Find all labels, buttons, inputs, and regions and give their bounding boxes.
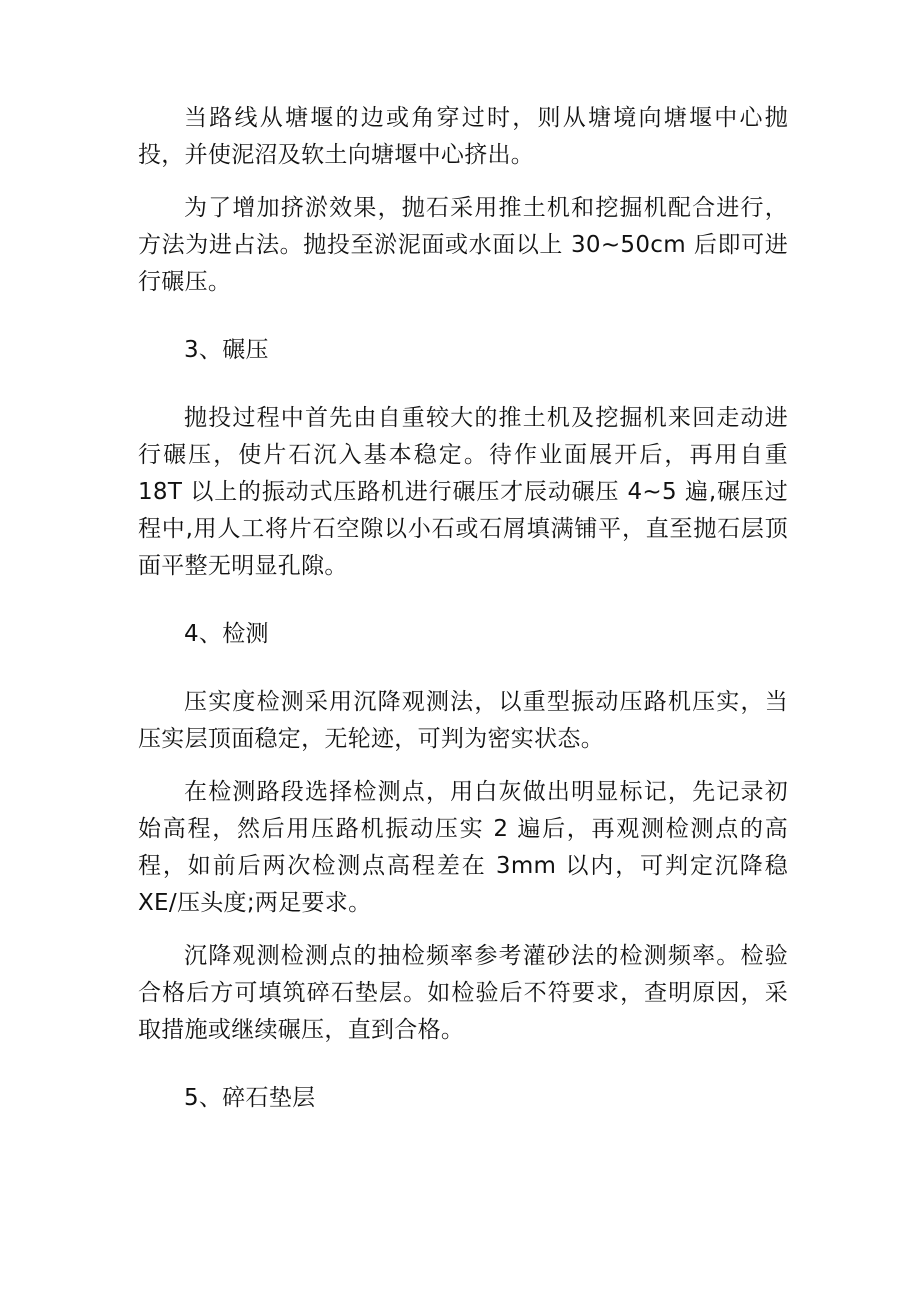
paragraph-testing-points: 在检测路段选择检测点，用白灰做出明显标记，先记录初始高程，然后用压路机振动压实 2 遍后，再观测检测点的高程，如前后两次检测点高程差在 3mm 以内，可判定沉降稳 XE/压头度;两足要求。 <box>138 779 788 916</box>
section-heading-testing: 4、检测 <box>184 621 269 647</box>
paragraph-compaction-process: 抛投过程中首先由自重较大的推土机及挖掘机来回走动进行碾压，使片石沉入基本稳定。待作业面展开后，再用自重 18T 以上的振动式压路机进行碾压才辰动碾压 4~5 遍,碾压过程中,用人工将片石空隙以小石或石屑填满铺平，直至抛石层顶面平整无明显孔隙。 <box>138 405 788 579</box>
paragraph-testing-method: 压实度检测采用沉降观测法，以重型振动压路机压实，当压实层顶面稳定，无轮迹，可判为密实状态。 <box>138 689 788 752</box>
section-heading-gravel-cushion: 5、碎石垫层 <box>184 1085 316 1111</box>
paragraph-pond-crossing: 当路线从塘堰的边或角穿过时，则从塘境向塘堰中心抛投，并使泥沼及软土向塘堰中心挤出。 <box>138 105 788 168</box>
section-heading-compaction: 3、碾压 <box>184 337 269 363</box>
paragraph-squeeze-effect: 为了增加挤淤效果，抛石采用推土机和挖掘机配合进行，方法为进占法。抛投至淤泥面或水面以上 30~50cm 后即可进行碾压。 <box>138 195 788 295</box>
document-body <box>138 100 788 1117</box>
paragraph-testing-frequency: 沉降观测检测点的抽检频率参考灌砂法的检测频率。检验合格后方可填筑碎石垫层。如检验后不符要求，查明原因，采取措施或继续碾压，直到合格。 <box>138 943 788 1043</box>
